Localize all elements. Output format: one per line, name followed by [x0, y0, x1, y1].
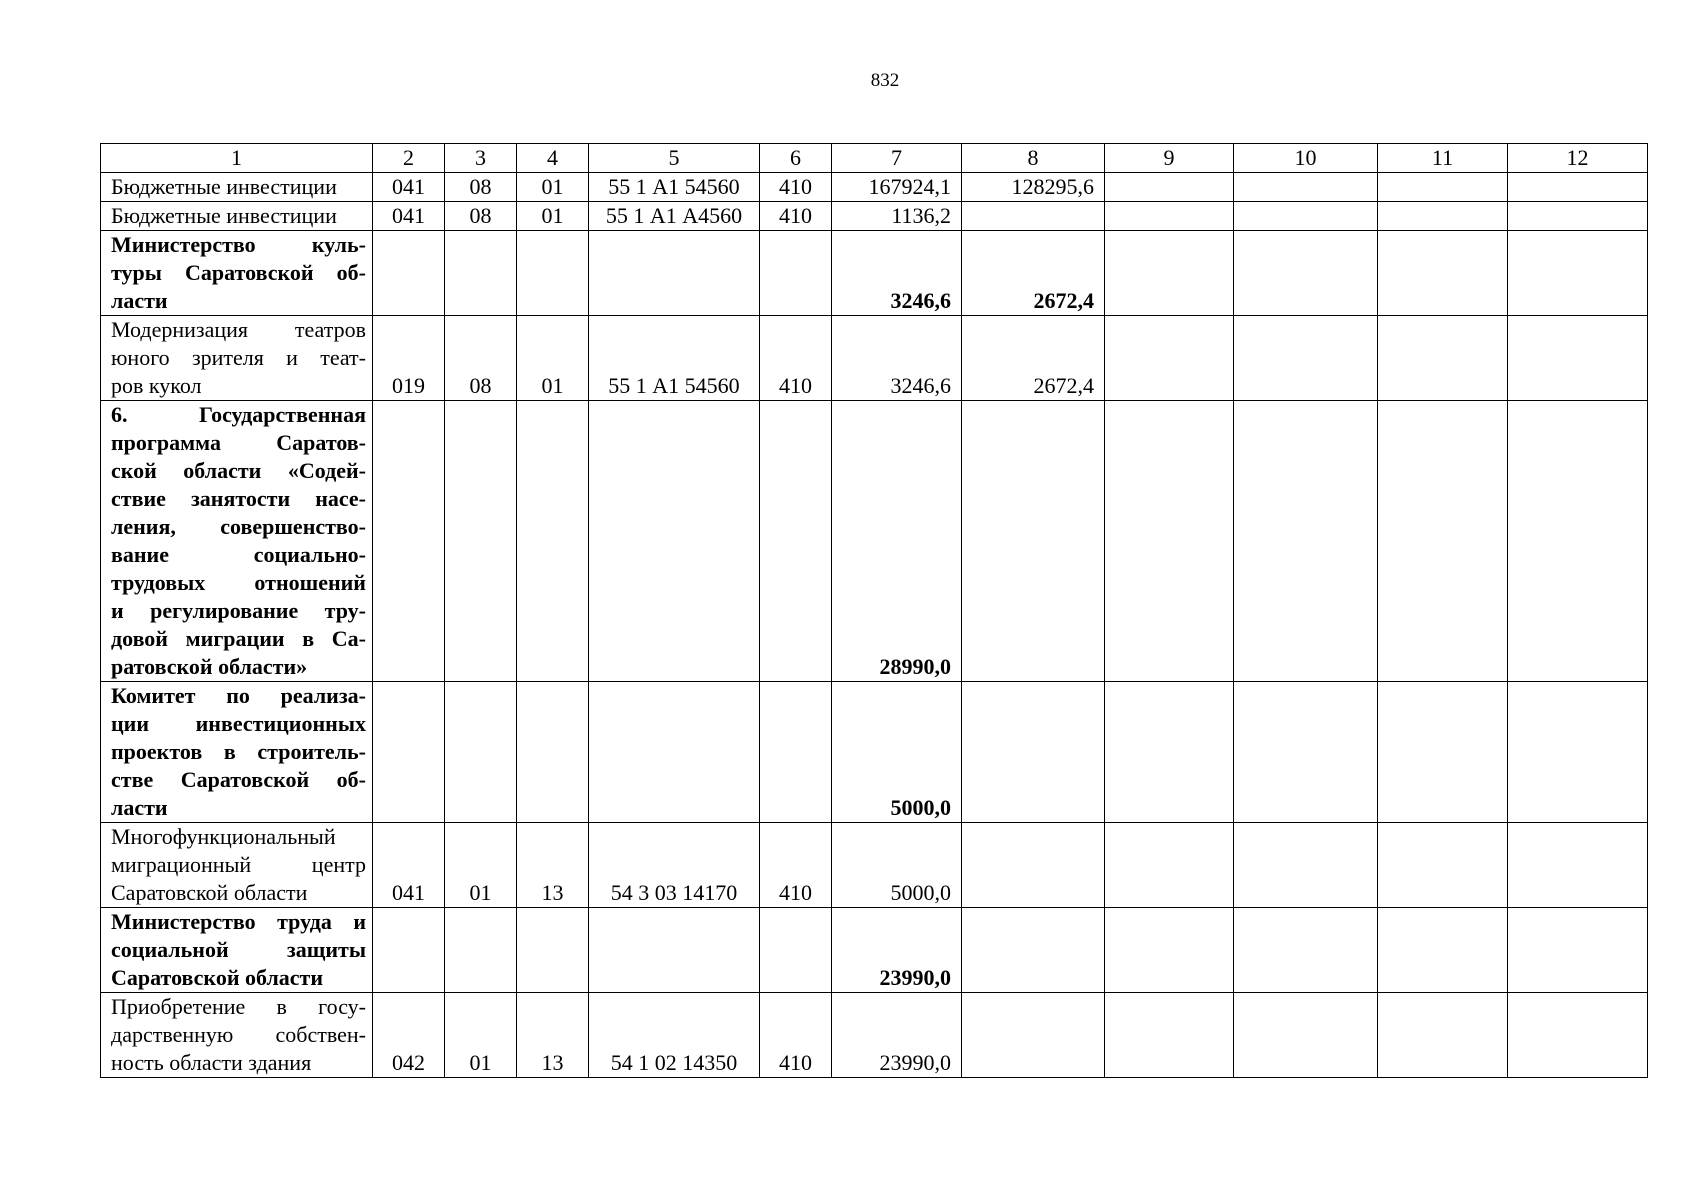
row-name-line: юного зрителя и теат- — [111, 345, 366, 370]
value-cell-col2 — [373, 908, 445, 993]
row-name-line: Саратовской области — [111, 965, 324, 990]
value-cell-col2: 041 — [373, 823, 445, 908]
value-cell-col6: 410 — [760, 202, 832, 231]
value-cell-col11 — [1378, 173, 1508, 202]
row-name-line: социальной защиты — [111, 937, 366, 962]
value-cell-col3 — [445, 401, 517, 682]
value-cell-col4: 01 — [517, 173, 589, 202]
value-cell-col9 — [1105, 202, 1234, 231]
value-cell-col6: 410 — [760, 316, 832, 401]
table-row — [101, 823, 1648, 908]
row-name-line: миграционный центр — [111, 852, 366, 877]
value-cell-col10 — [1234, 682, 1378, 823]
value-cell-col8 — [962, 823, 1105, 908]
value-cell-col6 — [760, 231, 832, 316]
value-cell-col2: 042 — [373, 993, 445, 1078]
row-name-line: ской области «Содей- — [111, 458, 366, 483]
table-row — [101, 908, 1648, 993]
value-cell-col12 — [1508, 682, 1648, 823]
value-cell-col12 — [1508, 823, 1648, 908]
value-cell-col11 — [1378, 231, 1508, 316]
value-cell-col9 — [1105, 908, 1234, 993]
column-number-cell: 7 — [832, 144, 962, 173]
row-name-line: вание социально- — [111, 542, 366, 567]
value-cell-col8 — [962, 401, 1105, 682]
column-number-cell: 11 — [1378, 144, 1508, 173]
value-cell-col8: 2672,4 — [962, 231, 1105, 316]
value-cell-col11 — [1378, 682, 1508, 823]
column-number-cell: 8 — [962, 144, 1105, 173]
value-cell-col11 — [1378, 401, 1508, 682]
value-cell-col9 — [1105, 401, 1234, 682]
table-row — [101, 202, 1648, 231]
value-cell-col6 — [760, 682, 832, 823]
budget-table — [100, 143, 1648, 1078]
row-name-cell — [101, 682, 373, 823]
value-cell-col6 — [760, 401, 832, 682]
row-name-cell — [101, 231, 373, 316]
value-cell-col2: 041 — [373, 173, 445, 202]
value-cell-col5 — [589, 682, 760, 823]
row-name-line: программа Саратов- — [111, 430, 366, 455]
value-cell-col8 — [962, 908, 1105, 993]
value-cell-col12 — [1508, 401, 1648, 682]
row-name-line: Бюджетные инвестиции — [111, 203, 337, 228]
row-name-line: Приобретение в госу- — [111, 994, 366, 1019]
value-cell-col7: 5000,0 — [832, 823, 962, 908]
row-name-line: Модернизация театров — [111, 317, 366, 342]
value-cell-col7: 23990,0 — [832, 908, 962, 993]
value-cell-col8 — [962, 993, 1105, 1078]
value-cell-col10 — [1234, 173, 1378, 202]
value-cell-col5: 54 1 02 14350 — [589, 993, 760, 1078]
row-name-line: ции инвестиционных — [111, 711, 366, 736]
row-name-line: 6. Государственная — [111, 402, 366, 427]
column-number-cell: 12 — [1508, 144, 1648, 173]
value-cell-col7: 28990,0 — [832, 401, 962, 682]
value-cell-col12 — [1508, 908, 1648, 993]
table-row — [101, 682, 1648, 823]
value-cell-col12 — [1508, 231, 1648, 316]
value-cell-col10 — [1234, 401, 1378, 682]
column-number-cell: 9 — [1105, 144, 1234, 173]
row-name-line: туры Саратовской об- — [111, 260, 366, 285]
row-name-line: ность области здания — [111, 1050, 312, 1075]
table-row — [101, 401, 1648, 682]
value-cell-col12 — [1508, 202, 1648, 231]
value-cell-col5 — [589, 908, 760, 993]
value-cell-col9 — [1105, 231, 1234, 316]
value-cell-col10 — [1234, 993, 1378, 1078]
row-name-line: Комитет по реализа- — [111, 683, 366, 708]
value-cell-col3: 08 — [445, 316, 517, 401]
row-name-line: Министерство труда и — [111, 909, 366, 934]
row-name-cell — [101, 908, 373, 993]
value-cell-col4 — [517, 401, 589, 682]
value-cell-col4: 13 — [517, 993, 589, 1078]
value-cell-col10 — [1234, 316, 1378, 401]
value-cell-col4: 01 — [517, 316, 589, 401]
row-name-cell — [101, 202, 373, 231]
value-cell-col2 — [373, 231, 445, 316]
column-number-cell: 6 — [760, 144, 832, 173]
value-cell-col9 — [1105, 993, 1234, 1078]
value-cell-col7: 167924,1 — [832, 173, 962, 202]
table-row — [101, 173, 1648, 202]
row-name-line: ствие занятости насе- — [111, 486, 366, 511]
row-name-line: дарственную собствен- — [111, 1022, 366, 1047]
value-cell-col7: 23990,0 — [832, 993, 962, 1078]
column-number-cell: 5 — [589, 144, 760, 173]
row-name-line: Бюджетные инвестиции — [111, 174, 337, 199]
row-name-line: трудовых отношений — [111, 570, 366, 595]
value-cell-col11 — [1378, 202, 1508, 231]
value-cell-col4 — [517, 908, 589, 993]
value-cell-col4: 13 — [517, 823, 589, 908]
row-name-line: довой миграции в Са- — [111, 626, 366, 651]
value-cell-col3: 01 — [445, 823, 517, 908]
value-cell-col9 — [1105, 316, 1234, 401]
value-cell-col3: 08 — [445, 202, 517, 231]
row-name-line: Многофункциональный — [111, 824, 336, 849]
value-cell-col7: 5000,0 — [832, 682, 962, 823]
value-cell-col8: 2672,4 — [962, 316, 1105, 401]
row-name-line: ласти — [111, 795, 168, 820]
row-name-cell — [101, 316, 373, 401]
table-row — [101, 316, 1648, 401]
value-cell-col11 — [1378, 993, 1508, 1078]
value-cell-col10 — [1234, 823, 1378, 908]
value-cell-col3: 08 — [445, 173, 517, 202]
value-cell-col3: 01 — [445, 993, 517, 1078]
row-name-line: ласти — [111, 288, 168, 313]
value-cell-col12 — [1508, 173, 1648, 202]
value-cell-col5: 54 3 03 14170 — [589, 823, 760, 908]
value-cell-col5: 55 1 А1 54560 — [589, 173, 760, 202]
value-cell-col2: 019 — [373, 316, 445, 401]
value-cell-col8 — [962, 682, 1105, 823]
row-name-line: Министерство куль- — [111, 232, 366, 257]
value-cell-col3 — [445, 908, 517, 993]
row-name-line: и регулирование тру- — [111, 598, 366, 623]
value-cell-col10 — [1234, 908, 1378, 993]
row-name-line: стве Саратовской об- — [111, 767, 366, 792]
value-cell-col11 — [1378, 908, 1508, 993]
value-cell-col11 — [1378, 823, 1508, 908]
value-cell-col6 — [760, 908, 832, 993]
value-cell-col9 — [1105, 823, 1234, 908]
value-cell-col4: 01 — [517, 202, 589, 231]
column-number-cell: 3 — [445, 144, 517, 173]
value-cell-col2: 041 — [373, 202, 445, 231]
value-cell-col12 — [1508, 993, 1648, 1078]
value-cell-col9 — [1105, 173, 1234, 202]
table-row — [101, 231, 1648, 316]
page-number: 832 — [870, 70, 900, 91]
column-number-cell: 2 — [373, 144, 445, 173]
column-number-cell: 1 — [101, 144, 373, 173]
row-name-line: Саратовской области — [111, 880, 308, 905]
value-cell-col5 — [589, 401, 760, 682]
column-number-row — [101, 144, 1648, 173]
row-name-cell — [101, 823, 373, 908]
row-name-line: ратовской области» — [111, 654, 308, 679]
value-cell-col7: 1136,2 — [832, 202, 962, 231]
value-cell-col12 — [1508, 316, 1648, 401]
row-name-cell — [101, 401, 373, 682]
value-cell-col11 — [1378, 316, 1508, 401]
value-cell-col10 — [1234, 202, 1378, 231]
value-cell-col7: 3246,6 — [832, 316, 962, 401]
value-cell-col5: 55 1 А1 А4560 — [589, 202, 760, 231]
value-cell-col4 — [517, 682, 589, 823]
value-cell-col9 — [1105, 682, 1234, 823]
value-cell-col3 — [445, 231, 517, 316]
value-cell-col2 — [373, 401, 445, 682]
row-name-cell — [101, 173, 373, 202]
value-cell-col8 — [962, 202, 1105, 231]
table-row — [101, 993, 1648, 1078]
value-cell-col7: 3246,6 — [832, 231, 962, 316]
value-cell-col3 — [445, 682, 517, 823]
row-name-line: ления, совершенство- — [111, 514, 366, 539]
value-cell-col6: 410 — [760, 823, 832, 908]
value-cell-col8: 128295,6 — [962, 173, 1105, 202]
row-name-cell — [101, 993, 373, 1078]
value-cell-col2 — [373, 682, 445, 823]
row-name-line: проектов в строитель- — [111, 739, 366, 764]
value-cell-col5 — [589, 231, 760, 316]
column-number-cell: 4 — [517, 144, 589, 173]
value-cell-col5: 55 1 А1 54560 — [589, 316, 760, 401]
value-cell-col4 — [517, 231, 589, 316]
column-number-cell: 10 — [1234, 144, 1378, 173]
row-name-line: ров кукол — [111, 373, 202, 398]
value-cell-col6: 410 — [760, 993, 832, 1078]
value-cell-col6: 410 — [760, 173, 832, 202]
value-cell-col10 — [1234, 231, 1378, 316]
